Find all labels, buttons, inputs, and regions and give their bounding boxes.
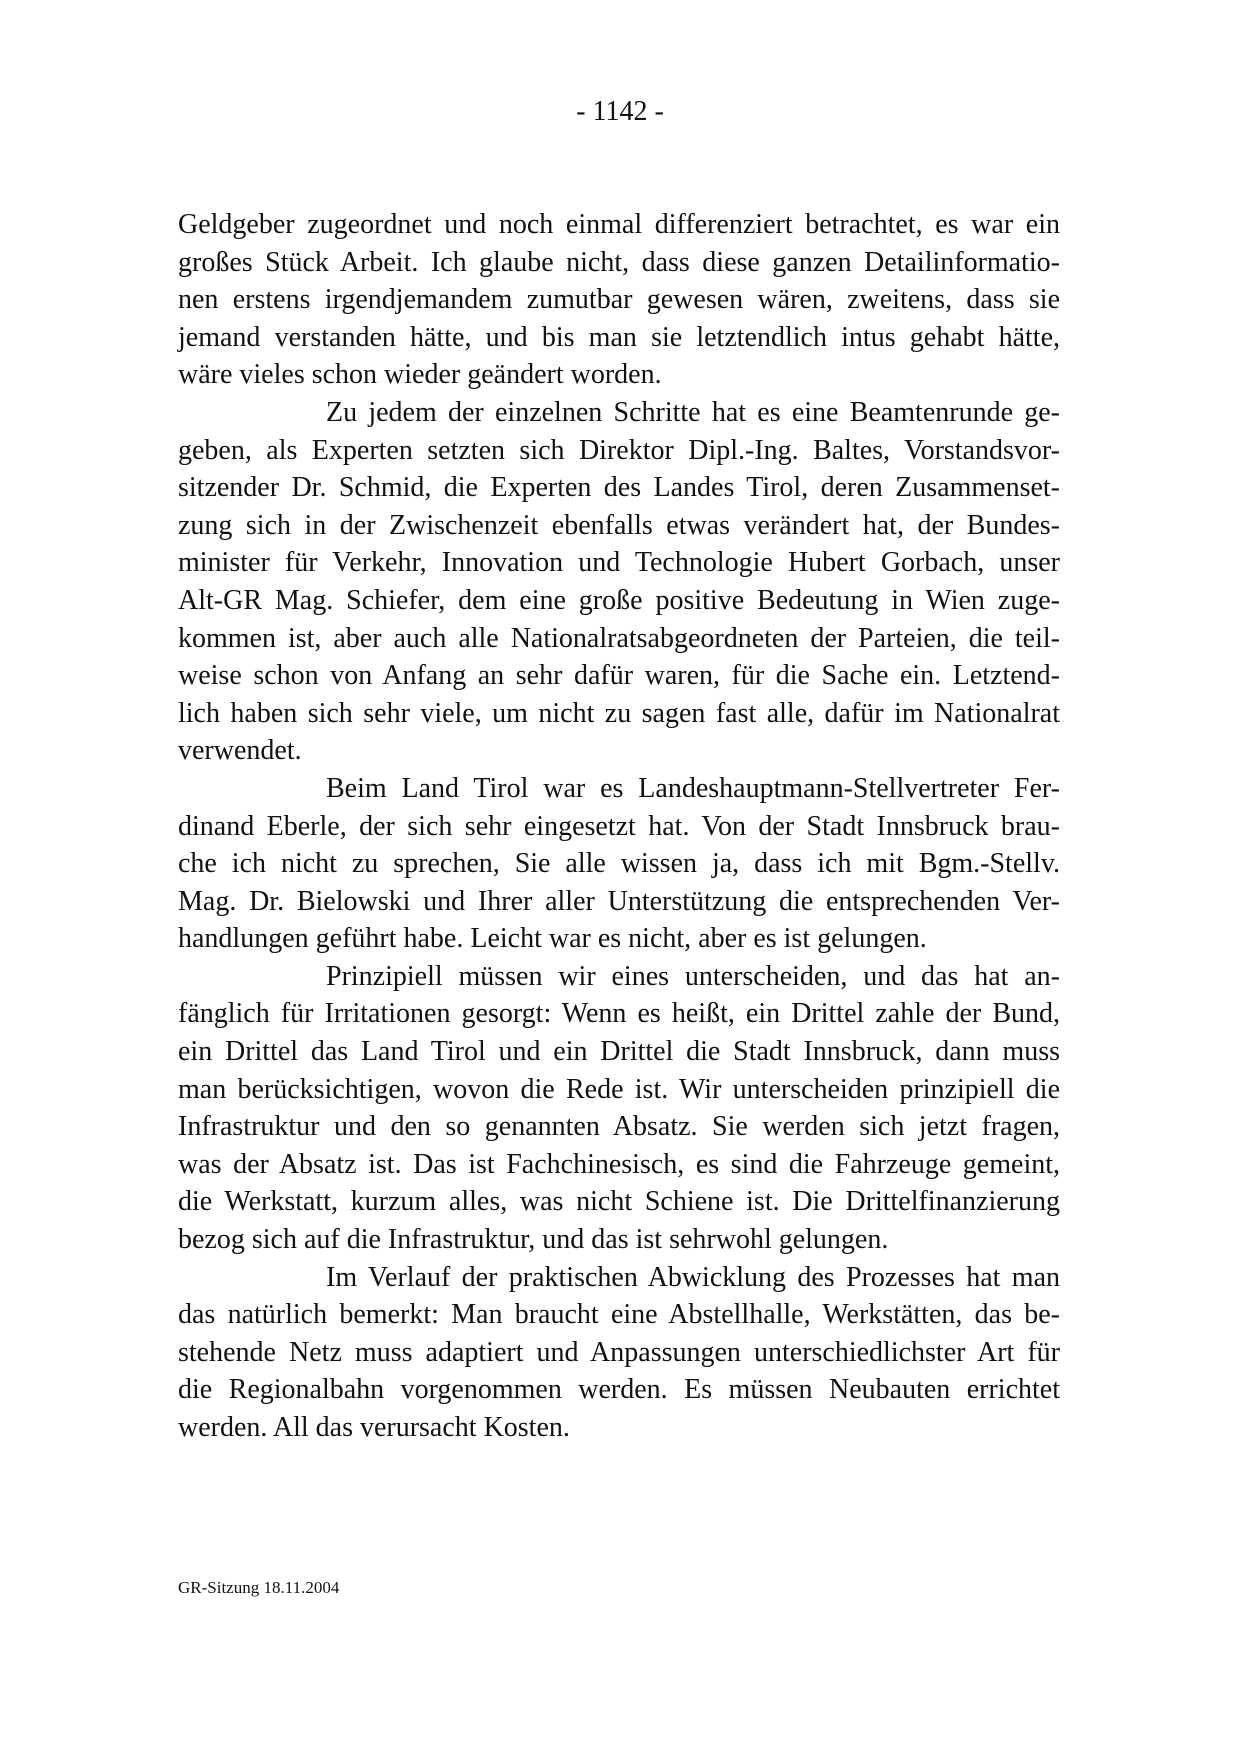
text-line: bezog sich auf die Infrastruktur, und das ist sehrwohl gelungen. (178, 1224, 889, 1256)
text-line: die Regionalbahn vorgenommen werden. Es müssen Neubauten errichtet (178, 1374, 1060, 1406)
paragraph (178, 1259, 1060, 1447)
text-line: die Werkstatt, kurzum alles, was nicht Schiene ist. Die Drittelfinanzierung (178, 1186, 1060, 1218)
body-text (178, 206, 1060, 1447)
text-line: fänglich für Irritationen gesorgt: Wenn es heißt, ein Drittel zahle der Bund, (178, 998, 1060, 1030)
text-line: ein Drittel das Land Tirol und ein Drittel die Stadt Innsbruck, dann muss (178, 1036, 1060, 1068)
text-line: Infrastruktur und den so genannten Absatz. Sie werden sich jetzt fragen, (178, 1111, 1060, 1143)
text-line: jemand verstanden hätte, und bis man sie letztendlich intus gehabt hätte, (178, 321, 1060, 353)
paragraph (178, 394, 1060, 770)
text-line: wäre vieles schon wieder geändert worden. (178, 359, 662, 391)
text-line: man berücksichtigen, wovon die Rede ist. Wir unterscheiden prinzipiell die (178, 1073, 1060, 1105)
text-line: kommen ist, aber auch alle Nationalratsabgeordneten der Parteien, die teil- (178, 622, 1060, 654)
text-line: zung sich in der Zwischenzeit ebenfalls etwas verändert hat, der Bundes- (178, 509, 1060, 541)
text-line: Zu jedem der einzelnen Schritte hat es eine Beamtenrunde ge- (326, 396, 1060, 428)
text-line: was der Absatz ist. Das ist Fachchinesisch, es sind die Fahrzeuge gemeint, (178, 1148, 1060, 1180)
text-line: nen erstens irgendjemandem zumutbar gewesen wären, zweitens, dass sie (178, 284, 1060, 316)
text-line: Alt-GR Mag. Schiefer, dem eine große positive Bedeutung in Wien zuge- (178, 584, 1060, 616)
text-line: verwendet. (178, 735, 302, 767)
text-line: Beim Land Tirol war es Landeshauptmann-Stellvertreter Fer- (326, 772, 1060, 804)
text-line: werden. All das verursacht Kosten. (178, 1412, 570, 1443)
text-line: weise schon von Anfang an sehr dafür waren, für die Sache ein. Letztend- (178, 660, 1060, 692)
page-number: - 1142 - (576, 96, 664, 127)
text-line: Mag. Dr. Bielowski und Ihrer aller Unterstützung die entsprechenden Ver- (178, 885, 1060, 917)
footer-session-date: GR-Sitzung 18.11.2004 (178, 1578, 340, 1597)
paragraph (178, 958, 1060, 1259)
text-line: che ich nicht zu sprechen, Sie alle wissen ja, dass ich mit Bgm.-Stellv. (178, 848, 1060, 880)
paragraph (178, 206, 1060, 394)
text-line: großes Stück Arbeit. Ich glaube nicht, dass diese ganzen Detailinformatio- (178, 246, 1060, 278)
text-line: sitzender Dr. Schmid, die Experten des Landes Tirol, deren Zusammenset- (178, 472, 1060, 504)
text-line: stehende Netz muss adaptiert und Anpassungen unterschiedlichster Art für (178, 1336, 1060, 1368)
text-line: Im Verlauf der praktischen Abwicklung des Prozesses hat man (326, 1261, 1060, 1293)
text-line: minister für Verkehr, Innovation und Technologie Hubert Gorbach, unser (178, 547, 1060, 579)
text-line: dinand Eberle, der sich sehr eingesetzt hat. Von der Stadt Innsbruck brau- (178, 810, 1060, 842)
paragraph (178, 770, 1060, 958)
text-line: das natürlich bemerkt: Man braucht eine Abstellhalle, Werkstätten, das be- (178, 1299, 1060, 1331)
text-line: lich haben sich sehr viele, um nicht zu sagen fast alle, dafür im Nationalrat (178, 697, 1060, 729)
text-line: Geldgeber zugeordnet und noch einmal differenziert betrachtet, es war ein (178, 209, 1060, 240)
text-line: geben, als Experten setzten sich Direktor Dipl.-Ing. Baltes, Vorstandsvor- (178, 434, 1060, 466)
text-line: Prinzipiell müssen wir eines unterscheiden, und das hat an- (326, 960, 1060, 992)
text-line: handlungen geführt habe. Leicht war es nicht, aber es ist gelungen. (178, 923, 927, 955)
